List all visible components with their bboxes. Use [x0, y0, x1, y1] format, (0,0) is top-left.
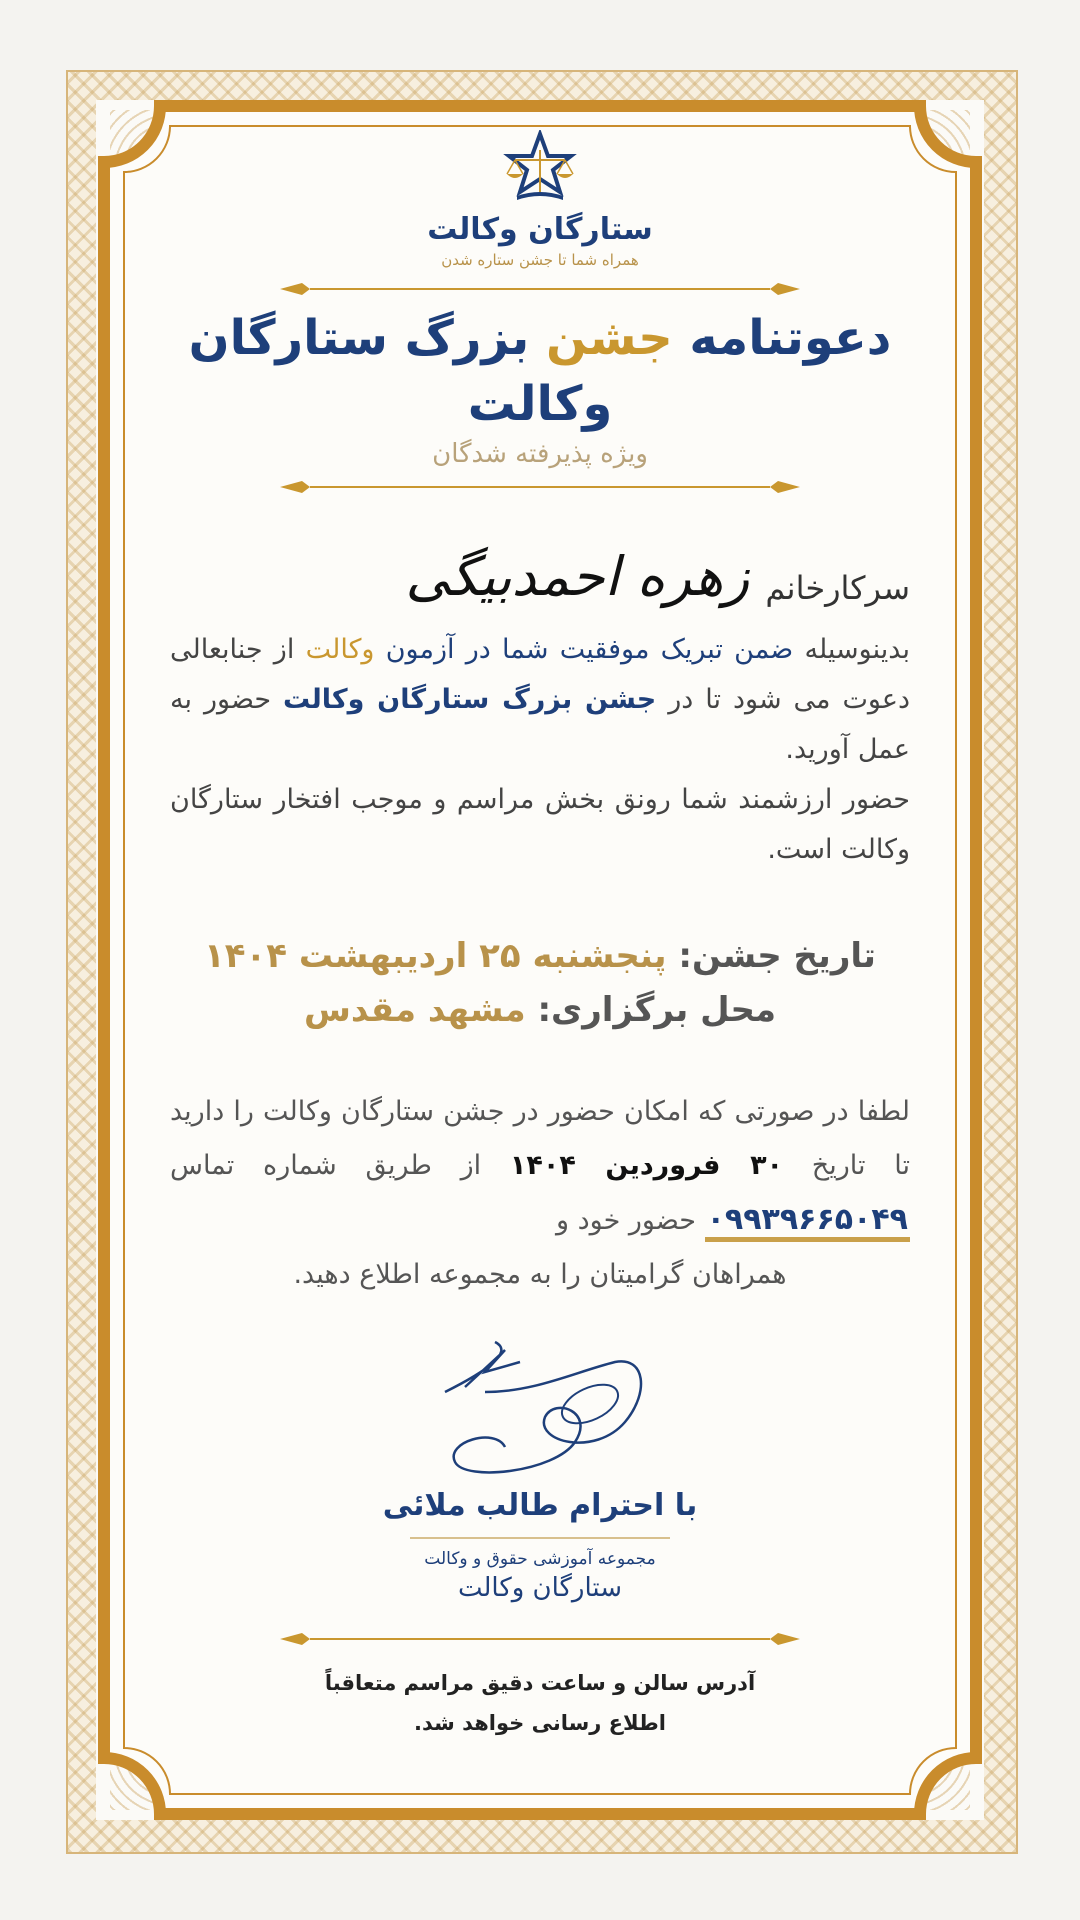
page-subtitle: ویژه پذیرفته شدگان	[432, 439, 648, 469]
invitation-body: بدینوسیله ضمن تبریک موفقیت شما در آزمون وکالت از جنابعالی دعوت می شود تا در جشن بزرگ ستارگان وکالت حضور به عمل آورید. حضور ارزشمند شما رونق بخش مراسم و موجب افتخار ستارگان وکالت است.	[170, 634, 910, 865]
star-scales-logo-icon	[495, 130, 585, 206]
phone-number[interactable]: ۰۹۹۳۹۶۶۵۰۴۹	[705, 1202, 910, 1242]
ornament-divider-icon	[280, 279, 800, 299]
organization-name: ستارگان وکالت	[457, 1573, 623, 1603]
signature-rule	[410, 1537, 670, 1539]
recipient-name: زهره احمدبیگی	[405, 545, 750, 608]
signatory: با احترام طالب ملائی	[382, 1488, 698, 1523]
ornament-divider-icon	[280, 477, 800, 497]
brand-name: ستارگان وکالت	[427, 212, 653, 247]
footer-note: آدرس سالن و ساعت دقیق مراسم متعاقباً اطلاع رسانی خواهد شد.	[324, 1671, 756, 1735]
page-title: دعوتنامه جشن بزرگ ستارگان وکالت	[188, 310, 892, 432]
event-details	[160, 929, 920, 1037]
rsvp-text: لطفا در صورتی که امکان حضور در جشن ستارگان وکالت را دارید تا تاریخ ۳۰ فروردین ۱۴۰۴ از طریق شماره تماس ۰۹۹۳۹۶۶۵۰۴۹ حضور خود و همراهان گرامیتان را به مجموعه اطلاع دهید.	[170, 1096, 910, 1290]
signature-mark-icon	[425, 1332, 655, 1482]
event-venue: محل برگزاری: مشهد مقدس	[303, 990, 777, 1030]
event-date: تاریخ جشن: پنجشنبه ۲۵ اردیبهشت ۱۴۰۴	[204, 936, 876, 976]
recipient	[160, 547, 920, 607]
organization-description: مجموعه آموزشی حقوق و وکالت	[424, 1549, 656, 1569]
recipient-prefix: سرکارخانم	[765, 569, 910, 607]
ornament-divider-icon	[280, 1629, 800, 1649]
brand-tagline: همراه شما تا جشن ستاره شدن	[441, 251, 639, 269]
body-paragraph-2: حضور ارزشمند شما رونق بخش مراسم و موجب افتخار ستارگان وکالت است.	[170, 784, 910, 865]
